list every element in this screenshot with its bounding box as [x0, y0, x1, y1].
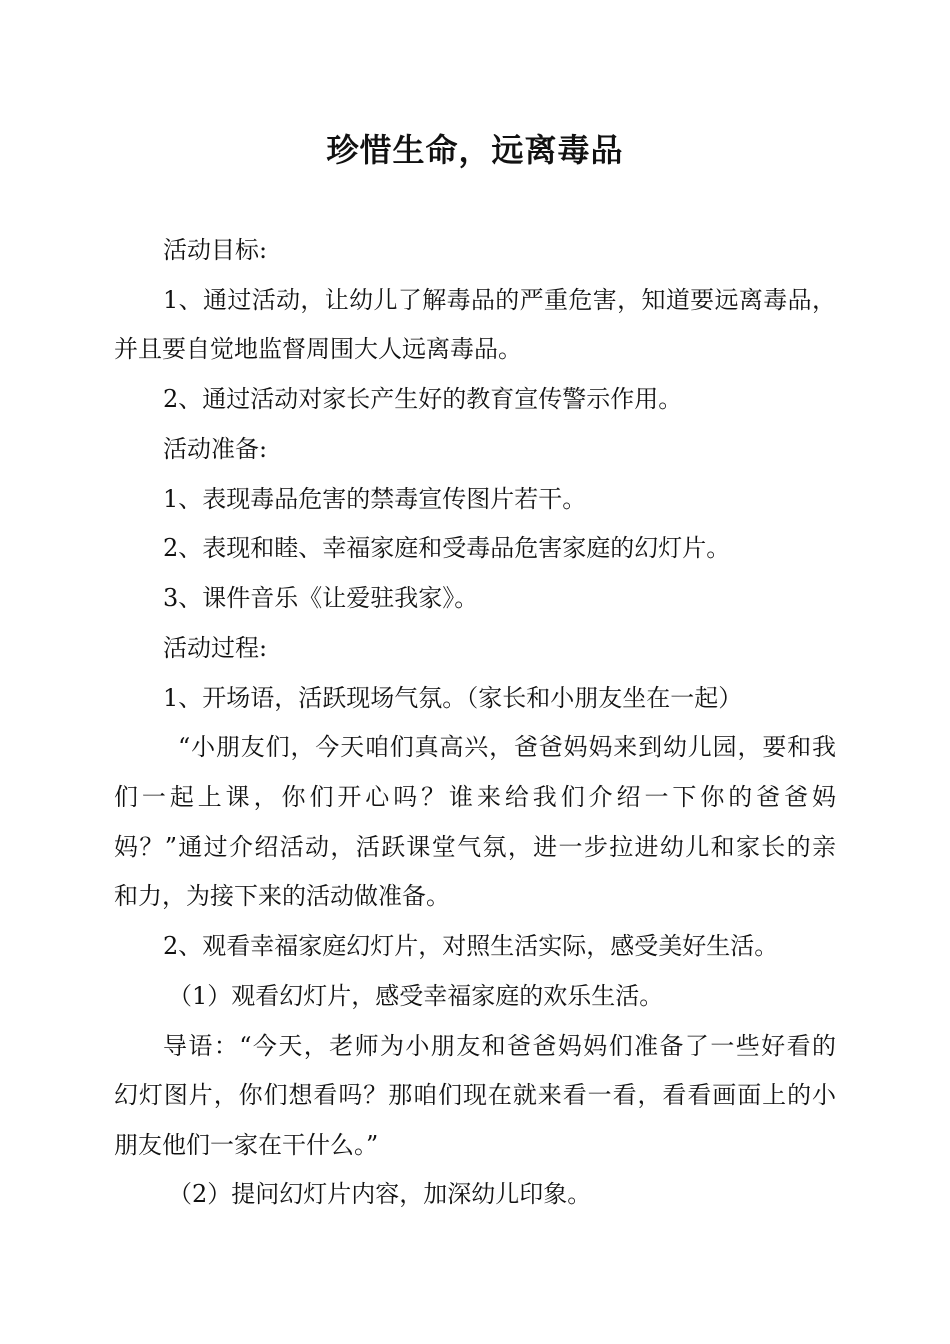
paragraph-line: （1）观看幻灯片，感受幸福家庭的欢乐生活。: [168, 982, 664, 1010]
paragraph-line: 2、通过活动对家长产生好的教育宣传警示作用。: [163, 385, 683, 413]
paragraph-line: 导语：“今天，老师为小朋友和爸爸妈妈们准备了一些好看的: [163, 1032, 836, 1060]
paragraph-line: 1、通过活动，让幼儿了解毒品的严重危害，知道要远离毒品，: [163, 286, 836, 314]
paragraph-line: （2）提问幻灯片内容，加深幼儿印象。: [168, 1180, 592, 1208]
paragraph-line: 幻灯图片，你们想看吗？那咱们现在就来看一看，看看画面上的小: [114, 1081, 836, 1109]
paragraph-line: 朋友他们一家在干什么。”: [114, 1131, 379, 1159]
paragraph-line: 们一起上课，你们开心吗？谁来给我们介绍一下你的爸爸妈: [114, 783, 836, 811]
paragraph-line: 2、观看幸福家庭幻灯片，对照生活实际，感受美好生活。: [163, 932, 779, 960]
paragraph-line: 1、开场语，活跃现场气氛。（家长和小朋友坐在一起）: [163, 684, 743, 712]
section-heading-goals: 活动目标:: [163, 236, 268, 264]
section-heading-process: 活动过程:: [163, 634, 268, 662]
paragraph-line: 3、课件音乐《让爱驻我家》。: [163, 584, 479, 612]
paragraph-line: 妈？”通过介绍活动，活跃课堂气氛，进一步拉进幼儿和家长的亲: [114, 833, 836, 861]
section-heading-preparation: 活动准备:: [163, 435, 268, 463]
paragraph-line: 和力，为接下来的活动做准备。: [114, 882, 450, 910]
paragraph-line: 并且要自觉地监督周围大人远离毒品。: [114, 335, 522, 363]
paragraph-line: “小朋友们，今天咱们真高兴，爸爸妈妈来到幼儿园，要和我: [178, 733, 836, 761]
document-title: 珍惜生命，远离毒品: [326, 131, 624, 169]
paragraph-line: 1、表现毒品危害的禁毒宣传图片若干。: [163, 485, 587, 513]
paragraph-line: 2、表现和睦、幸福家庭和受毒品危害家庭的幻灯片。: [163, 534, 731, 562]
